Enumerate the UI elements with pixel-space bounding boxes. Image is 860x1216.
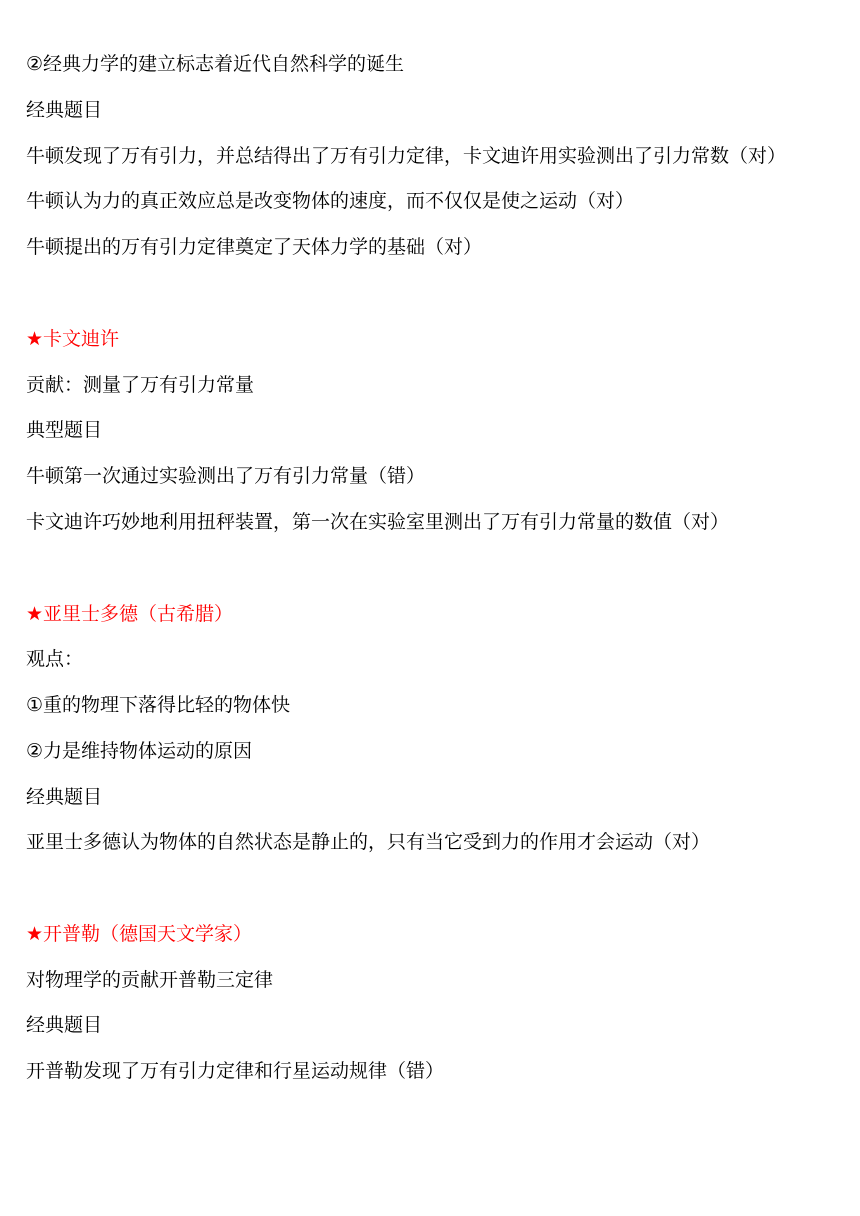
cavendish-contribution: 贡献：测量了万有引力常量 [26,374,255,396]
newton-question-1: 牛顿发现了万有引力，并总结得出了万有引力定律，卡文迪许用实验测出了引力常数（对） [26,145,787,167]
kepler-question-1: 开普勒发现了万有引力定律和行星运动规律（错） [26,1060,445,1082]
cavendish-question-1: 牛顿第一次通过实验测出了万有引力常量（错） [26,465,426,487]
aristotle-point-2: ②力是维持物体运动的原因 [26,740,253,762]
cavendish-heading: ★卡文迪许 [26,328,120,350]
newton-question-2: 牛顿认为力的真正效应总是改变物体的速度，而不仅仅是使之运动（对） [26,190,635,212]
newton-point-2: ②经典力学的建立标志着近代自然科学的诞生 [26,53,405,75]
kepler-contribution: 对物理学的贡献开普勒三定律 [26,969,274,991]
aristotle-views-label: 观点： [26,648,84,670]
cavendish-question-2: 卡文迪许巧妙地利用扭秤装置，第一次在实验室里测出了万有引力常量的数值（对） [26,511,730,533]
cavendish-typical-label: 典型题目 [26,419,103,441]
aristotle-point-1: ①重的物理下落得比轻的物体快 [26,694,291,716]
kepler-classic-label: 经典题目 [26,1014,103,1036]
newton-classic-label: 经典题目 [26,99,103,121]
aristotle-question-1: 亚里士多德认为物体的自然状态是静止的，只有当它受到力的作用才会运动（对） [26,831,711,853]
aristotle-classic-label: 经典题目 [26,786,103,808]
newton-question-3: 牛顿提出的万有引力定律奠定了天体力学的基础（对） [26,236,483,258]
kepler-heading: ★开普勒（德国天文学家） [26,923,253,945]
aristotle-heading: ★亚里士多德（古希腊） [26,603,234,625]
